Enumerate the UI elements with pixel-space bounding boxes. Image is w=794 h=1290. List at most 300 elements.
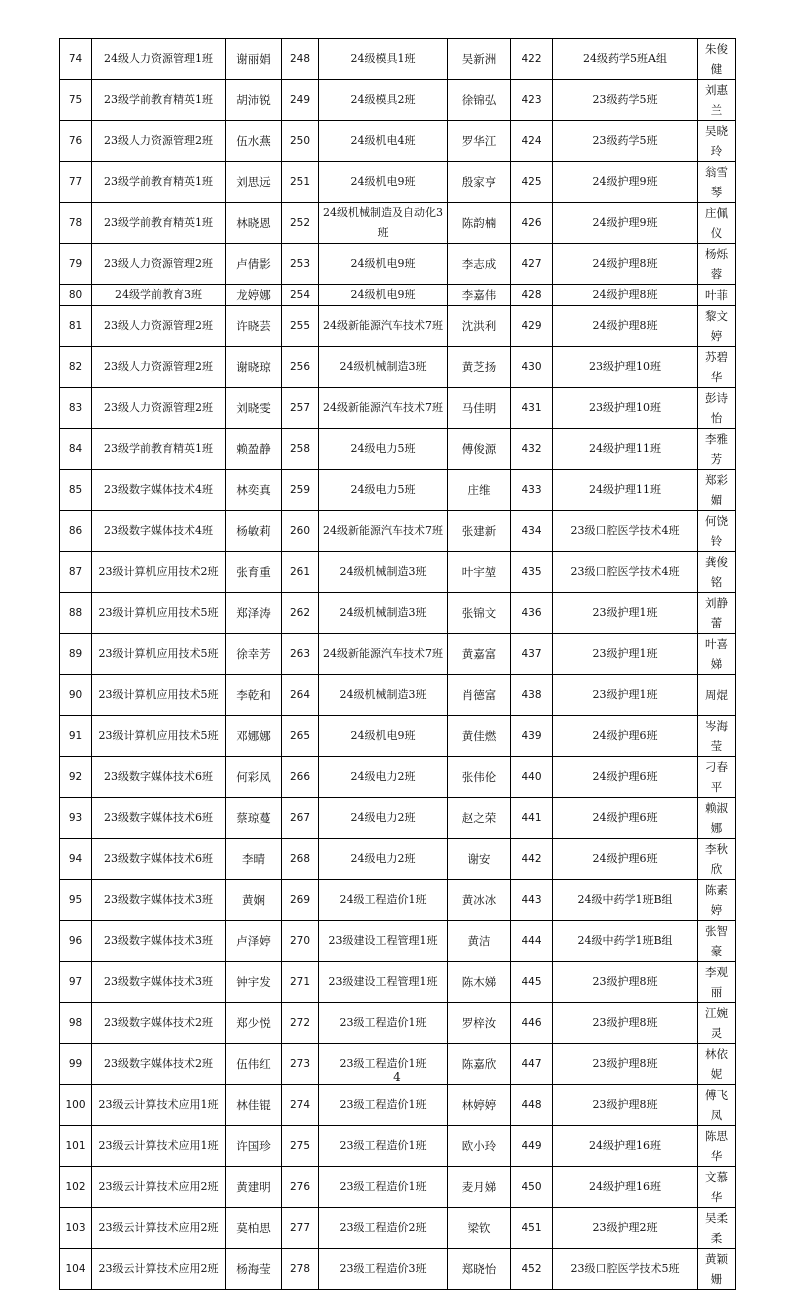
table-row [60, 203, 736, 244]
class-name: 24级人力资源管理1班 [92, 39, 226, 80]
table-row [60, 285, 736, 306]
person-name: 李晴 [226, 839, 282, 880]
page-number: 4 [393, 1070, 401, 1084]
table-row [60, 306, 736, 347]
class-name: 23级药学5班 [553, 80, 698, 121]
entry-number: 253 [282, 244, 319, 285]
entry-number: 436 [511, 593, 553, 634]
table-row [60, 716, 736, 757]
table-row [60, 880, 736, 921]
entry-number: 267 [282, 798, 319, 839]
class-name: 23级学前教育精英1班 [92, 429, 226, 470]
person-name: 马佳明 [448, 388, 511, 429]
person-name: 殷家亨 [448, 162, 511, 203]
class-name: 23级护理10班 [553, 388, 698, 429]
table-row [60, 244, 736, 285]
person-name: 吴晓玲 [698, 121, 736, 162]
class-name: 24级模具1班 [319, 39, 448, 80]
entry-number: 89 [60, 634, 92, 675]
class-name: 24级机械制造3班 [319, 675, 448, 716]
person-name: 龙婷娜 [226, 285, 282, 306]
class-name: 23级数字媒体技术2班 [92, 1003, 226, 1044]
person-name: 蔡琼蔓 [226, 798, 282, 839]
entry-number: 85 [60, 470, 92, 511]
entry-number: 95 [60, 880, 92, 921]
person-name: 林奕真 [226, 470, 282, 511]
class-name: 23级数字媒体技术2班 [92, 1044, 226, 1085]
roster-body [60, 39, 736, 1290]
class-name: 24级学前教育3班 [92, 285, 226, 306]
entry-number: 429 [511, 306, 553, 347]
entry-number: 449 [511, 1126, 553, 1167]
table-row [60, 798, 736, 839]
table-row [60, 1249, 736, 1290]
class-name: 23级学前教育精英1班 [92, 162, 226, 203]
person-name: 叶菲 [698, 285, 736, 306]
table-row [60, 593, 736, 634]
class-name: 24级药学5班A组 [553, 39, 698, 80]
entry-number: 438 [511, 675, 553, 716]
entry-number: 442 [511, 839, 553, 880]
entry-number: 90 [60, 675, 92, 716]
entry-number: 430 [511, 347, 553, 388]
table-row [60, 675, 736, 716]
entry-number: 278 [282, 1249, 319, 1290]
class-name: 24级机电9班 [319, 285, 448, 306]
entry-number: 81 [60, 306, 92, 347]
table-row [60, 162, 736, 203]
person-name: 庄维 [448, 470, 511, 511]
person-name: 罗梓汝 [448, 1003, 511, 1044]
class-name: 24级新能源汽车技术7班 [319, 634, 448, 675]
entry-number: 447 [511, 1044, 553, 1085]
entry-number: 104 [60, 1249, 92, 1290]
class-name: 24级电力2班 [319, 839, 448, 880]
entry-number: 433 [511, 470, 553, 511]
entry-number: 450 [511, 1167, 553, 1208]
entry-number: 444 [511, 921, 553, 962]
person-name: 郑晓怡 [448, 1249, 511, 1290]
class-name: 23级云计算技术应用1班 [92, 1126, 226, 1167]
class-name: 24级工程造价1班 [319, 880, 448, 921]
class-name: 24级模具2班 [319, 80, 448, 121]
class-name: 23级工程造价1班 [319, 1126, 448, 1167]
class-name: 23级工程造价1班 [319, 1003, 448, 1044]
person-name: 张育重 [226, 552, 282, 593]
person-name: 卢倩影 [226, 244, 282, 285]
person-name: 莫柏思 [226, 1208, 282, 1249]
person-name: 欧小玲 [448, 1126, 511, 1167]
person-name: 李志成 [448, 244, 511, 285]
person-name: 陈素婷 [698, 880, 736, 921]
person-name: 郑少悦 [226, 1003, 282, 1044]
class-name: 24级机电9班 [319, 716, 448, 757]
person-name: 杨敏莉 [226, 511, 282, 552]
entry-number: 101 [60, 1126, 92, 1167]
class-name: 24级护理16班 [553, 1126, 698, 1167]
class-name: 23级云计算技术应用1班 [92, 1085, 226, 1126]
person-name: 徐幸芳 [226, 634, 282, 675]
class-name: 23级护理1班 [553, 593, 698, 634]
person-name: 赖淑娜 [698, 798, 736, 839]
entry-number: 452 [511, 1249, 553, 1290]
entry-number: 256 [282, 347, 319, 388]
table-row [60, 470, 736, 511]
entry-number: 84 [60, 429, 92, 470]
person-name: 刁春平 [698, 757, 736, 798]
entry-number: 440 [511, 757, 553, 798]
table-row [60, 757, 736, 798]
class-name: 23级工程造价3班 [319, 1249, 448, 1290]
person-name: 许国珍 [226, 1126, 282, 1167]
entry-number: 99 [60, 1044, 92, 1085]
person-name: 林依妮 [698, 1044, 736, 1085]
entry-number: 266 [282, 757, 319, 798]
entry-number: 273 [282, 1044, 319, 1085]
class-name: 23级数字媒体技术6班 [92, 798, 226, 839]
entry-number: 439 [511, 716, 553, 757]
person-name: 麦月娣 [448, 1167, 511, 1208]
table-row [60, 511, 736, 552]
entry-number: 250 [282, 121, 319, 162]
class-name: 23级云计算技术应用2班 [92, 1208, 226, 1249]
class-name: 24级护理11班 [553, 429, 698, 470]
class-name: 24级护理9班 [553, 203, 698, 244]
table-row [60, 1208, 736, 1249]
entry-number: 257 [282, 388, 319, 429]
person-name: 刘晓雯 [226, 388, 282, 429]
class-name: 24级护理8班 [553, 306, 698, 347]
entry-number: 263 [282, 634, 319, 675]
class-name: 23级建设工程管理1班 [319, 962, 448, 1003]
person-name: 陈思华 [698, 1126, 736, 1167]
entry-number: 96 [60, 921, 92, 962]
person-name: 刘惠兰 [698, 80, 736, 121]
person-name: 徐锦弘 [448, 80, 511, 121]
entry-number: 80 [60, 285, 92, 306]
entry-number: 251 [282, 162, 319, 203]
person-name: 庄佩仪 [698, 203, 736, 244]
class-name: 24级新能源汽车技术7班 [319, 306, 448, 347]
class-name: 23级工程造价1班 [319, 1044, 448, 1085]
class-name: 24级机械制造及自动化3班 [319, 203, 448, 244]
entry-number: 441 [511, 798, 553, 839]
person-name: 傅俊源 [448, 429, 511, 470]
class-name: 23级人力资源管理2班 [92, 388, 226, 429]
entry-number: 432 [511, 429, 553, 470]
table-row [60, 388, 736, 429]
class-name: 24级护理6班 [553, 798, 698, 839]
entry-number: 431 [511, 388, 553, 429]
class-name: 24级护理6班 [553, 716, 698, 757]
class-name: 23级计算机应用技术5班 [92, 634, 226, 675]
person-name: 龚俊铭 [698, 552, 736, 593]
entry-number: 268 [282, 839, 319, 880]
entry-number: 102 [60, 1167, 92, 1208]
entry-number: 252 [282, 203, 319, 244]
class-name: 24级电力2班 [319, 757, 448, 798]
entry-number: 434 [511, 511, 553, 552]
person-name: 刘静蕾 [698, 593, 736, 634]
person-name: 陈木娣 [448, 962, 511, 1003]
table-row [60, 1003, 736, 1044]
class-name: 24级护理6班 [553, 839, 698, 880]
person-name: 许晓芸 [226, 306, 282, 347]
class-name: 23级数字媒体技术6班 [92, 839, 226, 880]
entry-number: 77 [60, 162, 92, 203]
entry-number: 260 [282, 511, 319, 552]
entry-number: 261 [282, 552, 319, 593]
entry-number: 422 [511, 39, 553, 80]
class-name: 23级口腔医学技术4班 [553, 511, 698, 552]
class-name: 23级护理10班 [553, 347, 698, 388]
person-name: 伍伟红 [226, 1044, 282, 1085]
entry-number: 435 [511, 552, 553, 593]
person-name: 何饶铃 [698, 511, 736, 552]
entry-number: 248 [282, 39, 319, 80]
person-name: 梁钦 [448, 1208, 511, 1249]
class-name: 23级人力资源管理2班 [92, 306, 226, 347]
table-row [60, 921, 736, 962]
class-name: 24级机械制造3班 [319, 347, 448, 388]
class-name: 23级护理2班 [553, 1208, 698, 1249]
class-name: 23级护理1班 [553, 634, 698, 675]
table-row [60, 121, 736, 162]
class-name: 24级护理8班 [553, 244, 698, 285]
class-name: 24级机械制造3班 [319, 593, 448, 634]
person-name: 赖盈静 [226, 429, 282, 470]
class-name: 24级新能源汽车技术7班 [319, 511, 448, 552]
class-name: 23级数字媒体技术3班 [92, 880, 226, 921]
entry-number: 272 [282, 1003, 319, 1044]
class-name: 23级护理8班 [553, 1003, 698, 1044]
person-name: 谢丽娟 [226, 39, 282, 80]
person-name: 吴柔柔 [698, 1208, 736, 1249]
person-name: 黄建明 [226, 1167, 282, 1208]
entry-number: 92 [60, 757, 92, 798]
person-name: 谢晓琼 [226, 347, 282, 388]
class-name: 24级中药学1班B组 [553, 880, 698, 921]
class-name: 23级护理8班 [553, 962, 698, 1003]
person-name: 黄娴 [226, 880, 282, 921]
person-name: 卢泽婷 [226, 921, 282, 962]
person-name: 李观丽 [698, 962, 736, 1003]
class-name: 24级机电9班 [319, 244, 448, 285]
entry-number: 424 [511, 121, 553, 162]
person-name: 李雅芳 [698, 429, 736, 470]
class-name: 23级人力资源管理2班 [92, 244, 226, 285]
person-name: 罗华江 [448, 121, 511, 162]
person-name: 伍水燕 [226, 121, 282, 162]
table-row [60, 1126, 736, 1167]
entry-number: 437 [511, 634, 553, 675]
class-name: 24级护理11班 [553, 470, 698, 511]
class-name: 23级建设工程管理1班 [319, 921, 448, 962]
entry-number: 270 [282, 921, 319, 962]
class-name: 23级计算机应用技术2班 [92, 552, 226, 593]
table-row [60, 1085, 736, 1126]
entry-number: 425 [511, 162, 553, 203]
entry-number: 76 [60, 121, 92, 162]
person-name: 叶喜娣 [698, 634, 736, 675]
class-name: 23级人力资源管理2班 [92, 121, 226, 162]
entry-number: 269 [282, 880, 319, 921]
person-name: 周焜 [698, 675, 736, 716]
person-name: 林晓恩 [226, 203, 282, 244]
person-name: 沈洪利 [448, 306, 511, 347]
entry-number: 74 [60, 39, 92, 80]
entry-number: 100 [60, 1085, 92, 1126]
person-name: 文慕华 [698, 1167, 736, 1208]
person-name: 刘思远 [226, 162, 282, 203]
class-name: 23级口腔医学技术5班 [553, 1249, 698, 1290]
class-name: 23级工程造价1班 [319, 1167, 448, 1208]
entry-number: 277 [282, 1208, 319, 1249]
person-name: 李乾和 [226, 675, 282, 716]
class-name: 23级数字媒体技术4班 [92, 470, 226, 511]
class-name: 23级数字媒体技术4班 [92, 511, 226, 552]
class-name: 23级数字媒体技术3班 [92, 962, 226, 1003]
entry-number: 262 [282, 593, 319, 634]
person-name: 杨海莹 [226, 1249, 282, 1290]
class-name: 23级云计算技术应用2班 [92, 1167, 226, 1208]
person-name: 赵之荣 [448, 798, 511, 839]
entry-number: 265 [282, 716, 319, 757]
person-name: 何彩凤 [226, 757, 282, 798]
entry-number: 448 [511, 1085, 553, 1126]
entry-number: 274 [282, 1085, 319, 1126]
table-row [60, 962, 736, 1003]
entry-number: 249 [282, 80, 319, 121]
roster-table [59, 38, 736, 1290]
entry-number: 443 [511, 880, 553, 921]
entry-number: 254 [282, 285, 319, 306]
person-name: 钟宇发 [226, 962, 282, 1003]
class-name: 23级工程造价2班 [319, 1208, 448, 1249]
entry-number: 275 [282, 1126, 319, 1167]
class-name: 23级护理8班 [553, 1085, 698, 1126]
class-name: 23级数字媒体技术6班 [92, 757, 226, 798]
entry-number: 91 [60, 716, 92, 757]
person-name: 彭诗怡 [698, 388, 736, 429]
class-name: 24级护理9班 [553, 162, 698, 203]
person-name: 李嘉伟 [448, 285, 511, 306]
person-name: 杨烁蓉 [698, 244, 736, 285]
entry-number: 87 [60, 552, 92, 593]
entry-number: 86 [60, 511, 92, 552]
class-name: 23级护理8班 [553, 1044, 698, 1085]
class-name: 24级电力5班 [319, 429, 448, 470]
entry-number: 83 [60, 388, 92, 429]
class-name: 24级护理16班 [553, 1167, 698, 1208]
class-name: 23级口腔医学技术4班 [553, 552, 698, 593]
person-name: 郑彩媚 [698, 470, 736, 511]
person-name: 邓娜娜 [226, 716, 282, 757]
class-name: 24级新能源汽车技术7班 [319, 388, 448, 429]
entry-number: 88 [60, 593, 92, 634]
entry-number: 276 [282, 1167, 319, 1208]
person-name: 黄洁 [448, 921, 511, 962]
table-row [60, 80, 736, 121]
person-name: 谢安 [448, 839, 511, 880]
class-name: 23级数字媒体技术3班 [92, 921, 226, 962]
person-name: 朱俊健 [698, 39, 736, 80]
person-name: 江婉灵 [698, 1003, 736, 1044]
table-row [60, 552, 736, 593]
person-name: 林婷婷 [448, 1085, 511, 1126]
class-name: 23级学前教育精英1班 [92, 203, 226, 244]
person-name: 肖德富 [448, 675, 511, 716]
entry-number: 75 [60, 80, 92, 121]
person-name: 黄颖姗 [698, 1249, 736, 1290]
person-name: 郑泽涛 [226, 593, 282, 634]
entry-number: 94 [60, 839, 92, 880]
class-name: 24级机电4班 [319, 121, 448, 162]
entry-number: 271 [282, 962, 319, 1003]
entry-number: 258 [282, 429, 319, 470]
entry-number: 451 [511, 1208, 553, 1249]
entry-number: 103 [60, 1208, 92, 1249]
person-name: 苏碧华 [698, 347, 736, 388]
entry-number: 79 [60, 244, 92, 285]
entry-number: 427 [511, 244, 553, 285]
entry-number: 78 [60, 203, 92, 244]
person-name: 胡沛锐 [226, 80, 282, 121]
entry-number: 93 [60, 798, 92, 839]
person-name: 岑海莹 [698, 716, 736, 757]
entry-number: 97 [60, 962, 92, 1003]
class-name: 24级护理6班 [553, 757, 698, 798]
person-name: 叶宇堃 [448, 552, 511, 593]
person-name: 陈韵楠 [448, 203, 511, 244]
person-name: 陈嘉欣 [448, 1044, 511, 1085]
person-name: 张锦文 [448, 593, 511, 634]
person-name: 黄嘉富 [448, 634, 511, 675]
class-name: 23级学前教育精英1班 [92, 80, 226, 121]
table-row [60, 347, 736, 388]
entry-number: 428 [511, 285, 553, 306]
class-name: 24级电力5班 [319, 470, 448, 511]
class-name: 23级工程造价1班 [319, 1085, 448, 1126]
entry-number: 98 [60, 1003, 92, 1044]
person-name: 李秋欣 [698, 839, 736, 880]
entry-number: 426 [511, 203, 553, 244]
class-name: 23级计算机应用技术5班 [92, 675, 226, 716]
table-row [60, 839, 736, 880]
person-name: 张伟伦 [448, 757, 511, 798]
table-row [60, 634, 736, 675]
class-name: 24级电力2班 [319, 798, 448, 839]
class-name: 23级计算机应用技术5班 [92, 716, 226, 757]
entry-number: 255 [282, 306, 319, 347]
person-name: 黄佳燃 [448, 716, 511, 757]
class-name: 23级护理1班 [553, 675, 698, 716]
person-name: 黄芝扬 [448, 347, 511, 388]
class-name: 23级云计算技术应用2班 [92, 1249, 226, 1290]
entry-number: 445 [511, 962, 553, 1003]
table-row [60, 429, 736, 470]
class-name: 24级护理8班 [553, 285, 698, 306]
person-name: 黄冰冰 [448, 880, 511, 921]
class-name: 24级机械制造3班 [319, 552, 448, 593]
class-name: 24级中药学1班B组 [553, 921, 698, 962]
entry-number: 264 [282, 675, 319, 716]
person-name: 林佳锟 [226, 1085, 282, 1126]
table-row [60, 39, 736, 80]
entry-number: 446 [511, 1003, 553, 1044]
person-name: 吴新洲 [448, 39, 511, 80]
table-row [60, 1167, 736, 1208]
